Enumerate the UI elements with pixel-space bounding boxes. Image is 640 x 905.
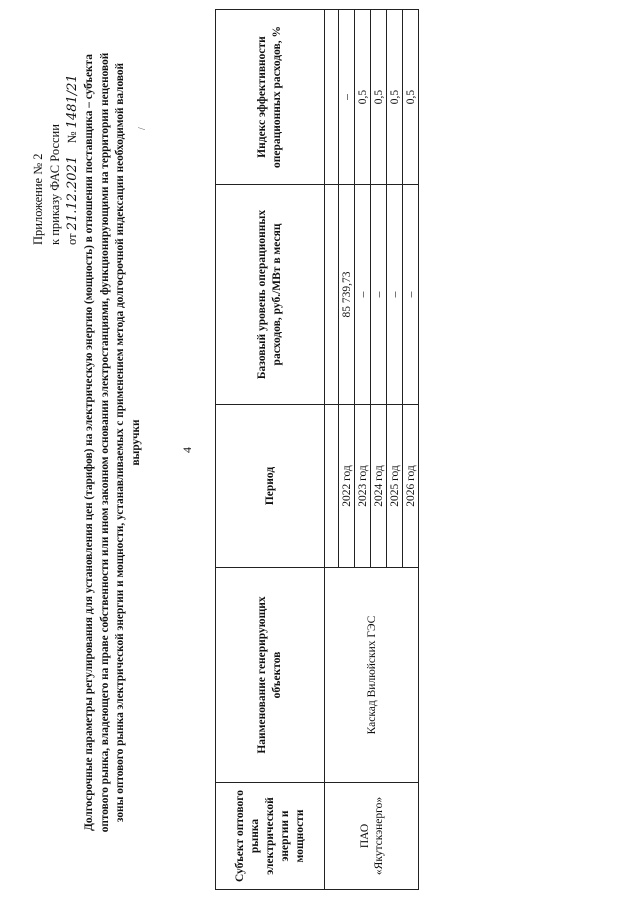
subject-cell: ПАО «Якутскэнерго» — [325, 783, 419, 890]
table-header-row — [216, 10, 325, 890]
handwritten-number: 1481/21 — [65, 74, 80, 129]
period-cell: 2023 год — [355, 405, 371, 568]
header-object: Наименование генерирующих объектов — [216, 568, 325, 783]
period-cell — [325, 405, 339, 568]
base-cell — [325, 185, 339, 405]
index-cell: 0,5 — [371, 10, 387, 185]
index-cell: 0,5 — [403, 10, 419, 185]
period-cell: 2024 год — [371, 405, 387, 568]
index-cell: 0,5 — [355, 10, 371, 185]
base-cell: 85 739,73 — [339, 185, 355, 405]
header-base-level: Базовый уровень операционных расходов, руб./МВт в месяц — [216, 185, 325, 405]
appendix-order: к приказу ФАС России — [48, 124, 62, 245]
header-subject: Субъект оптового рынка электрической энергии и мощности — [216, 783, 325, 890]
appendix-title: Приложение № 2 — [31, 153, 45, 245]
base-cell: – — [403, 185, 419, 405]
handwritten-date: 21.12.2021 — [65, 155, 80, 231]
parameters-table — [215, 9, 419, 890]
base-cell: – — [371, 185, 387, 405]
pen-mark: / — [137, 127, 148, 130]
base-cell: – — [355, 185, 371, 405]
period-cell: 2022 год — [339, 405, 355, 568]
index-cell: – — [339, 10, 355, 185]
header-efficiency-index: Индекс эффективности операционных расходов, % — [216, 10, 325, 185]
header-period: Период — [216, 405, 325, 568]
appendix-date-line — [64, 25, 81, 245]
period-cell: 2026 год — [403, 405, 419, 568]
appendix-block — [30, 25, 81, 245]
date-prefix: от — [65, 233, 79, 245]
number-prefix: № — [65, 131, 79, 144]
period-cell: 2025 год — [387, 405, 403, 568]
table-row — [325, 10, 339, 890]
base-cell: – — [387, 185, 403, 405]
object-cell: Каскад Вилюйских ГЭС — [325, 568, 419, 783]
document-heading: Долгосрочные параметры регулирования для установления цен (тарифов) на электрическую энергию (мощность) в отношении поставщика – субъекта оптового рынка, владеющего на праве собственности или ином законном основании электростанциями, функционирующими на территории неценовой зоны оптового рынка электрической энергии и мощности, устанавливаемых с применением метода долгосрочной индексации необходимой валовой выручки — [83, 52, 142, 833]
index-cell: 0,5 — [387, 10, 403, 185]
page-number: 4 — [180, 447, 194, 453]
index-cell — [325, 10, 339, 185]
